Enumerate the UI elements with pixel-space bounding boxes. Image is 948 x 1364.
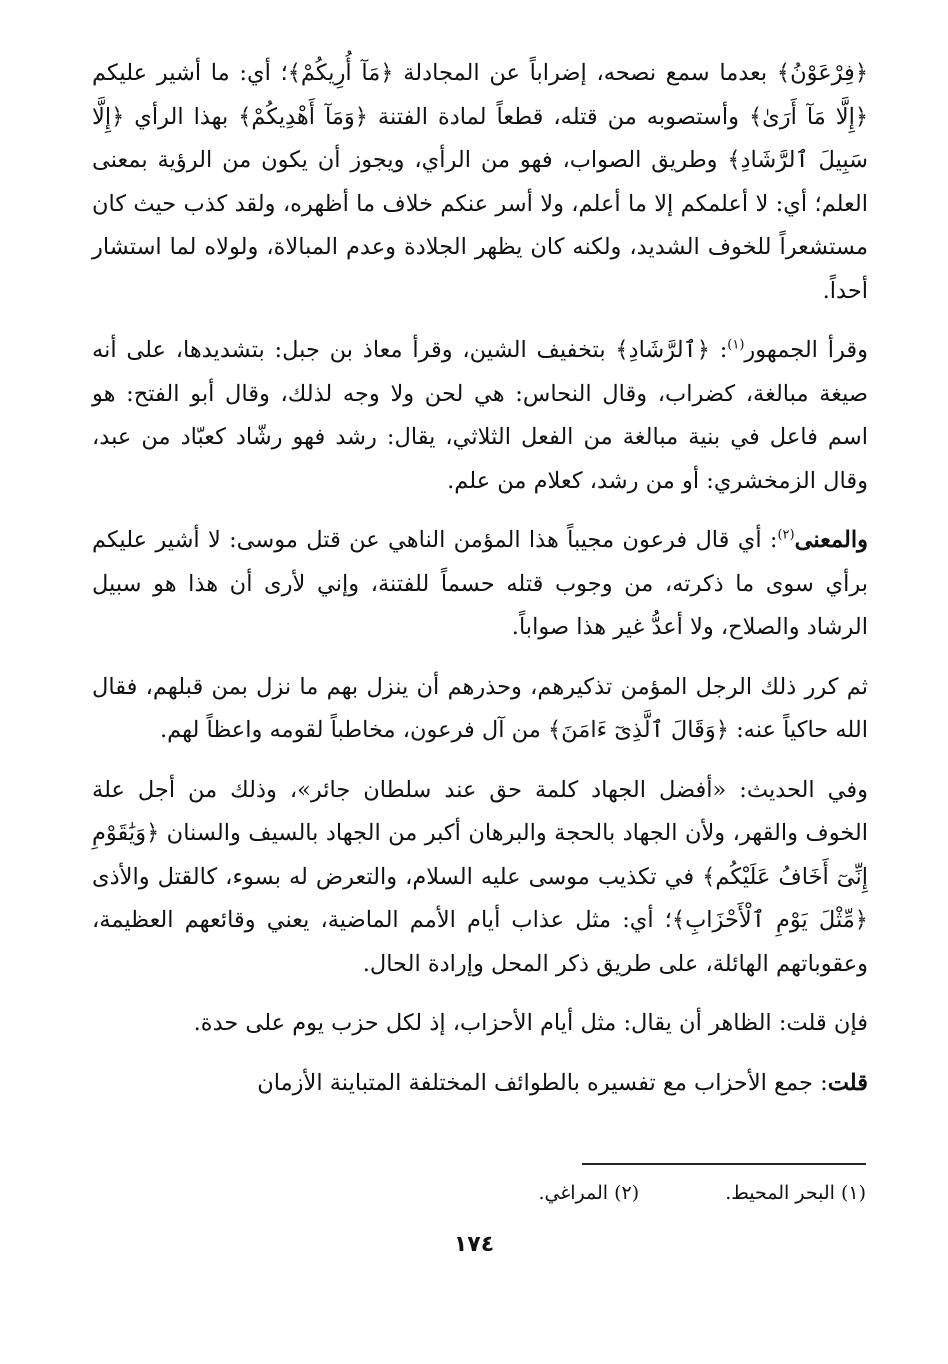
paragraph-7 [92, 1062, 868, 1106]
paragraph-2-text: : ﴿ٱلرَّشَادِ﴾ بتخفيف الشين، وقرأ معاذ بن جبل: بتشديدها، على أنه صيغة مبالغة، كضراب، وقال النحاس: هي لحن ولا وجه لذلك، وقال أبو الفتح: هو اسم فاعل في بنية مبالغة من الفعل الثلاثي، يقال: رشد فهو رشّاد كعبّاد من عبد، وقال الزمخشري: أو من رشد، كعلام من علم. [92, 337, 868, 494]
footnote-1: (١) البحر المحيط. [725, 1182, 866, 1204]
paragraph-3-text: : أي قال فرعون مجيباً هذا المؤمن الناهي عن قتل موسى: لا أشير عليكم برأي سوى ما ذكرته، من وجوب قتله حسماً للفتنة، وإني لأرى أن هذا هو سبيل الرشاد والصلاح، ولا أعدُّ غير هذا صواباً. [92, 527, 868, 640]
footnote-mark-2: (٢) [777, 527, 795, 543]
paragraph-3 [92, 519, 868, 650]
paragraph-1: ﴿فِرْعَوْنُ﴾ بعدما سمع نصحه، إضراباً عن المجادلة ﴿مَآ أُرِيكُمْ﴾؛ أي: ما أشير عليكم ﴿إِلَّا مَآ أَرَىٰ﴾ وأستصوبه من قتله، قطعاً لمادة الفتنة ﴿وَمَآ أَهْدِيكُمْ﴾ بهذا الرأي ﴿إِلَّا سَبِيلَ ٱلرَّشَادِ﴾ وطريق الصواب، فهو من الرأي، ويجوز أن يكون من الرؤية بمعنى العلم؛ أي: لا أعلمكم إلا ما أعلم، ولا أسر عنكم خلاف ما أظهره، ولقد كذب حيث كان مستشعراً للخوف الشديد، ولكنه كان يظهر الجلادة وعدم المبالاة، ولولاه لما استشار أحداً. [92, 60, 868, 304]
paragraph-2-lead: وقرأ الجمهور [744, 337, 868, 363]
page-number: ١٧٤ [453, 1232, 495, 1257]
page-body [92, 52, 868, 1121]
paragraph-4: ثم كرر ذلك الرجل المؤمن تذكيرهم، وحذرهم أن ينزل بهم ما نزل بمن قبلهم، فقال الله حاكياً عنه: ﴿وَقَالَ ٱلَّذِىٓ ءَامَنَ﴾ من آل فرعون، مخاطباً لقومه واعظاً لهم. [92, 673, 868, 743]
paragraph-3-lead: والمعنى [794, 527, 868, 553]
paragraph-7-lead: قلت [827, 1069, 868, 1096]
paragraph-2 [92, 329, 868, 503]
paragraph-5: وفي الحديث: «أفضل الجهاد كلمة حق عند سلطان جائر»، وذلك من أجل علة الخوف والقهر، ولأن الجهاد بالحجة والبرهان أكبر من الجهاد بالسيف والسنان ﴿وَيَٰقَوْمِ إِنِّىٓ أَخَافُ عَلَيْكُم﴾ في تكذيب موسى عليه السلام، والتعرض له بسوء، كالقتل والأذى ﴿مِّثْلَ يَوْمِ ٱلْأَحْزَابِ﴾؛ أي: مثل عذاب أيام الأمم الماضية، يعني وقائعهم العظيمة، وعقوباتهم الهائلة، على طريق ذكر المحل وإرادة الحال. [92, 776, 868, 977]
paragraph-6: فإن قلت: الظاهر أن يقال: مثل أيام الأحزاب، إذ لكل حزب يوم على حدة. [193, 1010, 868, 1036]
footnote-2: (٢) المراغي. [538, 1182, 640, 1204]
footnotes [266, 1178, 866, 1208]
paragraph-7-text: : جمع الأحزاب مع تفسيره بالطوائف المختلفة المتباينة الأزمان [257, 1069, 828, 1096]
footnote-mark-1: (١) [727, 337, 745, 353]
footnote-divider [582, 1163, 866, 1165]
